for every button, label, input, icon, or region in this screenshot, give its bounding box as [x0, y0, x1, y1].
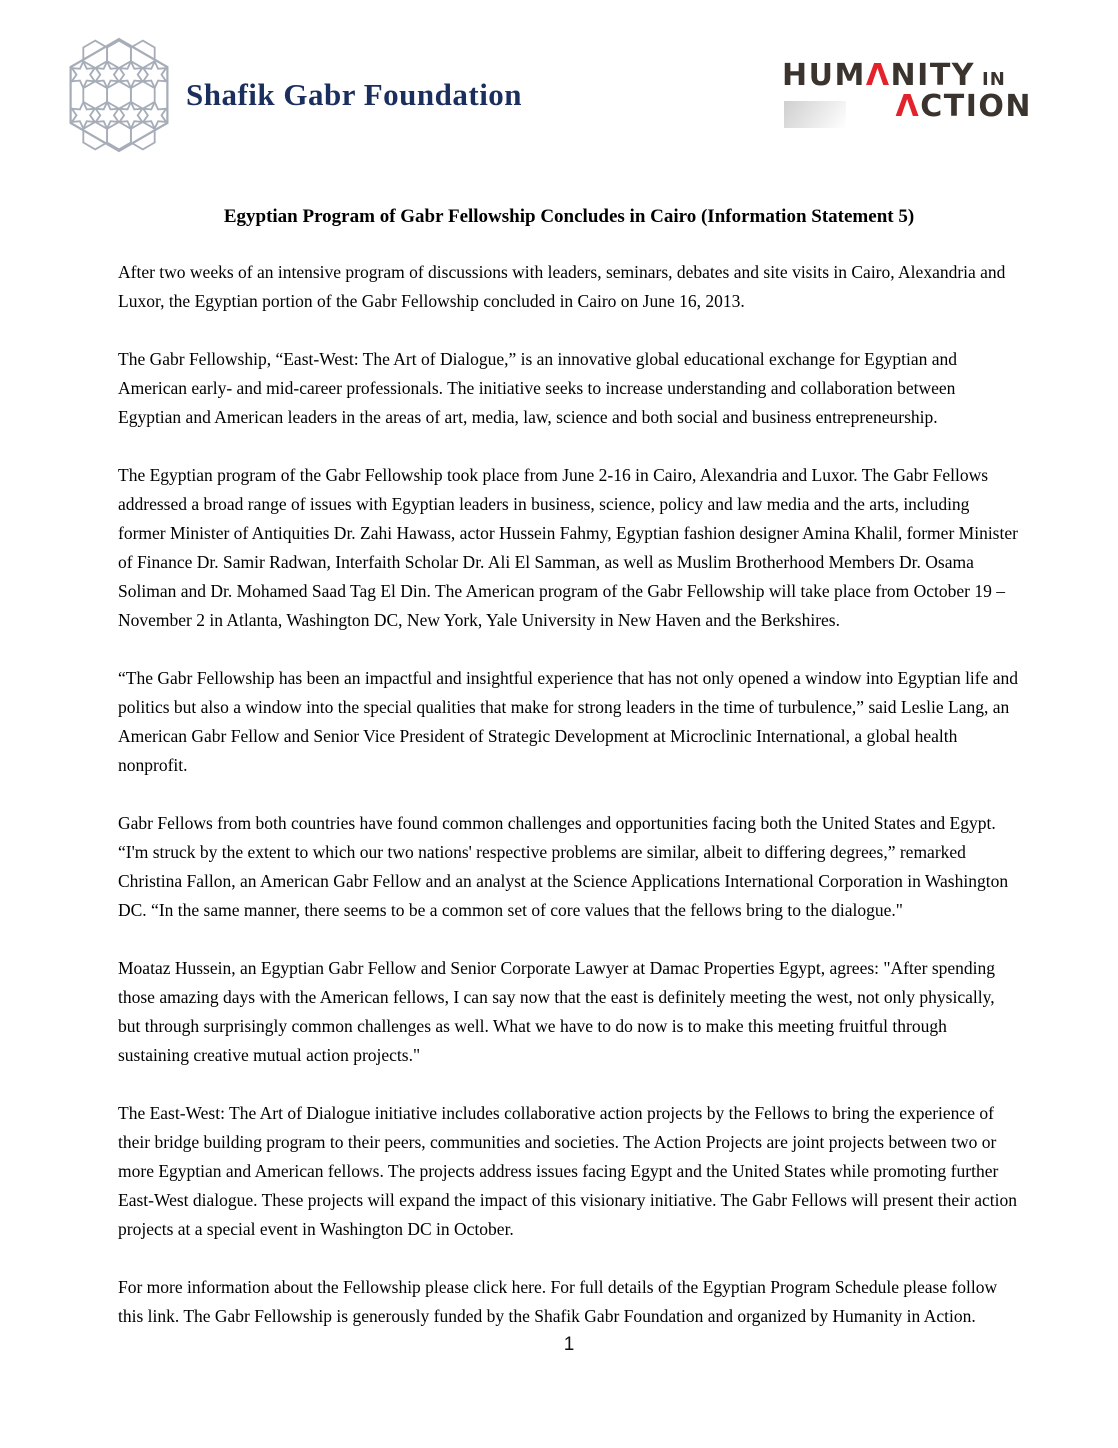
body-paragraph: Moataz Hussein, an Egyptian Gabr Fellow and Senior Corporate Lawyer at Damac Properties Egypt, agrees: "After spending those amazing days with the American fellows, I can say now that the east is definitely meeting the west, not only physically, but through surprisingly common challenges as well. What we have to do now is to make this meeting fruitful through sustaining creative mutual action projects.": [118, 958, 996, 1065]
letterhead: [0, 0, 1118, 156]
hia-in-text: IN: [982, 69, 1006, 90]
body-paragraph: The East-West: The Art of Dialogue initiative includes collaborative action projects by the Fellows to bring the experience of their bridge building program to their peers, communities and societies. The Action Projects are joint projects between two or more Egyptian and American fellows. The projects address issues facing Egypt and the United States while promoting further East-West dialogue. These projects will expand the impact of this visionary initiative. The Gabr Fellows will present their action projects at a special event in Washington DC in October.: [118, 1103, 1017, 1239]
document-title: Egyptian Program of Gabr Fellowship Concludes in Cairo (Information Statement 5): [223, 206, 915, 227]
body-paragraph: The Egyptian program of the Gabr Fellowship took place from June 2-16 in Cairo, Alexandria and Luxor. The Gabr Fellows addressed a broad range of issues with Egyptian leaders in business, science, policy and law media and the arts, including former Minister of Antiquities Dr. Zahi Hawass, actor Hussein Fahmy, Egyptian fashion designer Amina Khalil, former Minister of Finance Dr. Samir Radwan, Interfaith Scholar Dr. Ali El Samman, as well as Muslim Brotherhood Members Dr. Osama Soliman and Dr. Mohamed Saad Tag El Din. The American program of the Gabr Fellowship will take place from October 19 – November 2 in Atlanta, Washington DC, New York, Yale University in New Haven and the Berkshires.: [118, 465, 1018, 630]
body-paragraph: Gabr Fellows from both countries have found common challenges and opportunities facing both the United States and Egypt. “I'm struck by the extent to which our two nations' respective problems are similar, albeit to differing degrees,” remarked Christina Fallon, an American Gabr Fellow and an analyst at the Science Applications International Corporation in Washington DC. “In the same manner, there seems to be a common set of core values that the fellows bring to the dialogue.": [118, 813, 1009, 920]
gabr-foundation-wordmark: Shafik Gabr Foundation: [186, 77, 523, 112]
hia-logo-line1: [782, 59, 1032, 92]
body-paragraph: The Gabr Fellowship, “East-West: The Art of Dialogue,” is an innovative global educational exchange for Egyptian and American early- and mid-career professionals. The initiative seeks to increase understanding and collaboration between Egyptian and American leaders in the areas of art, media, law, science and both social and business entrepreneurship.: [118, 349, 957, 427]
hia-red-a-glyph: Λ: [895, 89, 921, 124]
body-paragraph: After two weeks of an intensive program of discussions with leaders, seminars, debates and site visits in Cairo, Alexandria and Luxor, the Egyptian portion of the Gabr Fellowship concluded in Cairo on June 16, 2013.: [118, 262, 1006, 311]
hia-red-a-glyph: Λ: [865, 58, 891, 93]
hexagon-pattern-icon: [58, 34, 180, 156]
hia-logo-line2: [782, 90, 1032, 123]
hia-text: NITY: [890, 58, 976, 93]
body-paragraph: “The Gabr Fellowship has been an impactful and insightful experience that has not only opened a window into Egyptian life and politics but also a window into the special qualities that make for strong leaders in the time of turbulence,” said Leslie Lang, an American Gabr Fellow and Senior Vice President of Strategic Development at Microclinic International, a global health nonprofit.: [118, 668, 1019, 775]
humanity-in-action-logo: [782, 59, 1032, 123]
hia-text: HUM: [782, 58, 866, 93]
hia-text: CTION: [920, 89, 1032, 124]
body-paragraph: For more information about the Fellowship please click here. For full details of the Egyptian Program Schedule please follow this link. The Gabr Fellowship is generously funded by the Shafik Gabr Foundation and organized by Humanity in Action.: [118, 1277, 998, 1326]
document-body: [118, 204, 1020, 1331]
shafik-gabr-foundation-logo: [58, 34, 522, 156]
page-number: 1: [563, 1334, 575, 1355]
